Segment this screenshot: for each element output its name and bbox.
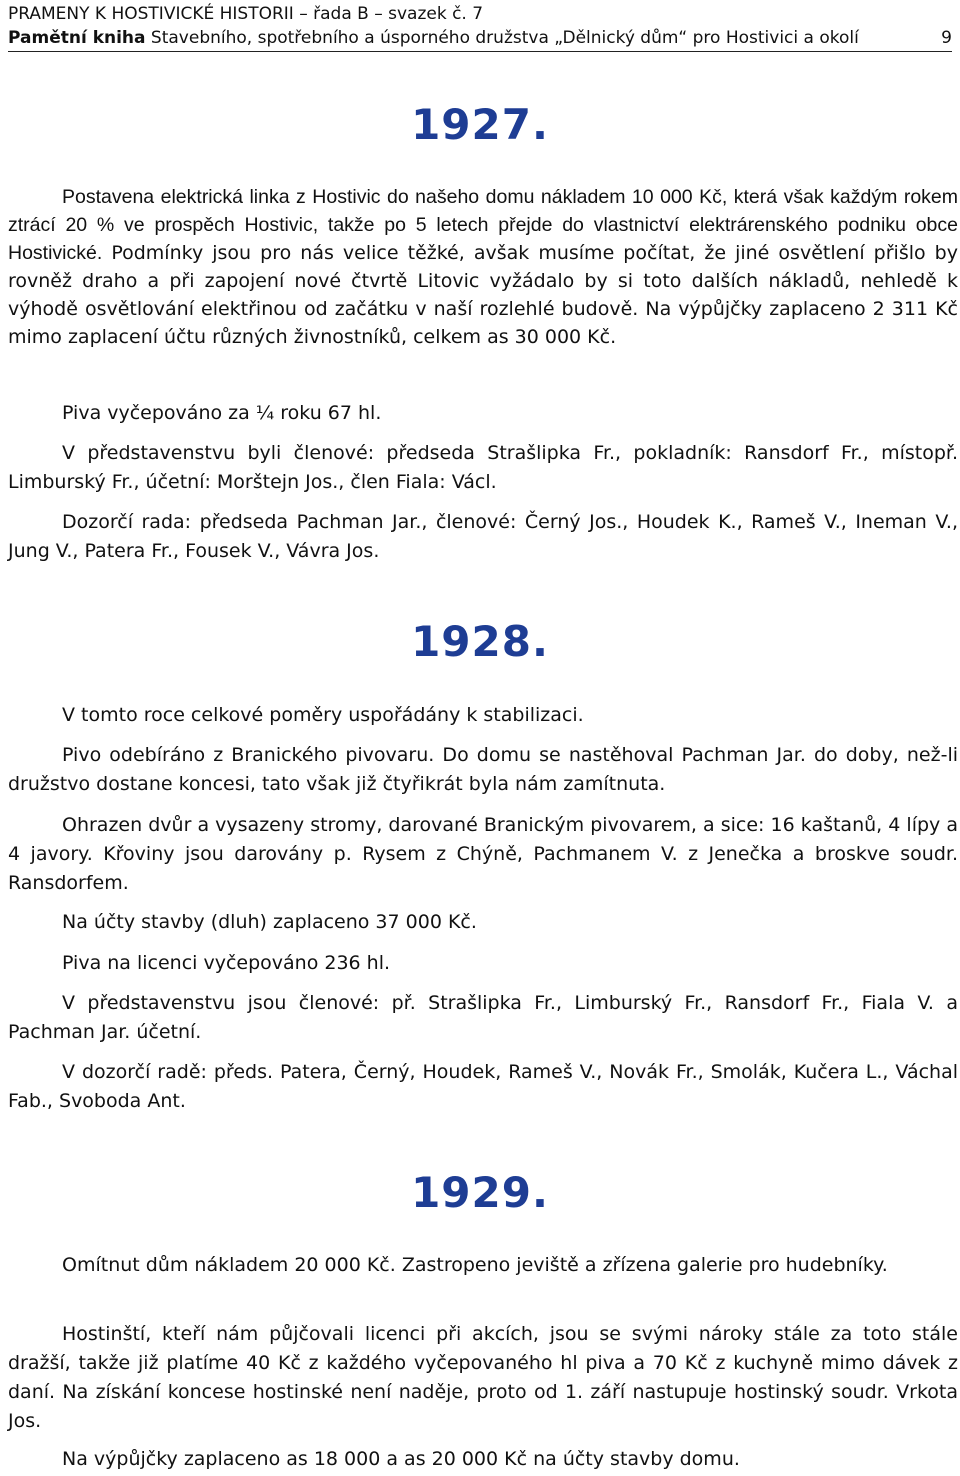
paragraph-1928-supervisory: V dozorčí radě: předs. Patera, Černý, Houdek, Rameš V., Novák Fr., Smolák, Kučera L., Váchal Fab., Svoboda Ant. bbox=[8, 1061, 958, 1112]
year-heading-1929: 1929. bbox=[411, 1168, 549, 1217]
year-heading-1927: 1927. bbox=[411, 100, 549, 149]
year-heading-1928: 1928. bbox=[411, 617, 549, 666]
paragraph-1929-loans: Na výpůjčky zaplaceno as 18 000 a as 20 000 Kč na účty stavby domu. bbox=[62, 1448, 740, 1470]
paragraph-1927-supervisory: Dozorčí rada: předseda Pachman Jar., členové: Černý Jos., Houdek K., Rameš V., Ineman V., Jung V., Patera Fr., Fousek V., Vávra Jos. bbox=[8, 511, 958, 562]
book-title-bold: Pamětní kniha bbox=[8, 28, 146, 48]
paragraph-1927-electric-line-part1: Postavena elektrická linka z Hostivic do našeho domu nákladem 10 000 Kč, která však každým rokem ztrácí 20 % ve prospěch Hostivic, takže po 5 letech přejde do vlastnictví elektrárenského podniku obce Hostivické. bbox=[8, 186, 958, 264]
paragraph-1928-brewery: Pivo odebíráno z Branického pivovaru. Do domu se nastěhoval Pachman Jar. do doby, než-li družstvo dostane koncesi, tato však již čtyřikrát byla nám zamítnuta. bbox=[8, 744, 958, 795]
paragraph-1929-innkeepers: Hostinští, kteří nám půjčovali licenci při akcích, jsou se svými nároky stále za toto stále dražší, takže již platíme 40 Kč z každého vyčepovaného hl piva a 70 Kč z kuchyně mimo dávek z daní. Na získání koncese hostinské není naděje, proto od 1. září nastupuje hostinský soudr. Vrkota Jos. bbox=[8, 1323, 958, 1432]
page-number: 9 bbox=[941, 28, 952, 48]
series-line: PRAMENY K HOSTIVICKÉ HISTORII – řada B – svazek č. 7 bbox=[8, 4, 484, 24]
book-title-rest: Stavebního, spotřebního a úsporného družstva „Dělnický dům“ pro Hostivici a okolí bbox=[145, 28, 859, 48]
paragraph-1929-plaster: Omítnut dům nákladem 20 000 Kč. Zastropeno jeviště a zřízena galerie pro hudebníky. bbox=[62, 1254, 888, 1276]
paragraph-1928-trees: Ohrazen dvůr a vysazeny stromy, darované Branickým pivovarem, a sice: 16 kaštanů, 4 lípy a 4 javory. Křoviny jsou darovány p. Rysem z Chýně, Pachmanem V. z Jenečka a broskve soudr. Ransdorfem. bbox=[8, 814, 958, 894]
paragraph-1927-electric-line bbox=[8, 183, 958, 351]
book-title-line bbox=[8, 26, 958, 50]
paragraph-1927-electric-line-part2: Podmínky jsou pro nás velice těžké, avšak musíme počítat, že jiné osvětlení přišlo by rovněž draho a při zapojení nové čtvrtě Litovic vyžádalo by si toto dalších nákladů, nehledě k výhodě osvětlování elektřinou od začátku v naší rozlehlé budově. Na výpůjčky zaplaceno 2 311 Kč mimo zaplacení účtu různých živnostníků, celkem as 30 000 Kč. bbox=[8, 242, 958, 348]
paragraph-1928-debt: Na účty stavby (dluh) zaplaceno 37 000 Kč. bbox=[62, 911, 477, 933]
paragraph-1928-beer: Piva na licenci vyčepováno 236 hl. bbox=[62, 952, 391, 974]
paragraph-1927-board: V představenstvu byli členové: předseda Strašlipka Fr., pokladník: Ransdorf Fr., místopř. Limburský Fr., účetní: Morštejn Jos., člen Fiala: Václ. bbox=[8, 442, 958, 493]
header-rule bbox=[8, 51, 952, 52]
running-header bbox=[8, 2, 958, 50]
paragraph-1928-board: V představenstvu jsou členové: př. Strašlipka Fr., Limburský Fr., Ransdorf Fr., Fiala V. a Pachman Jar. účetní. bbox=[8, 992, 958, 1043]
paragraph-1928-stabilization: V tomto roce celkové poměry uspořádány k stabilizaci. bbox=[62, 704, 584, 726]
paragraph-1927-beer: Piva vyčepováno za ¼ roku 67 hl. bbox=[62, 402, 382, 424]
